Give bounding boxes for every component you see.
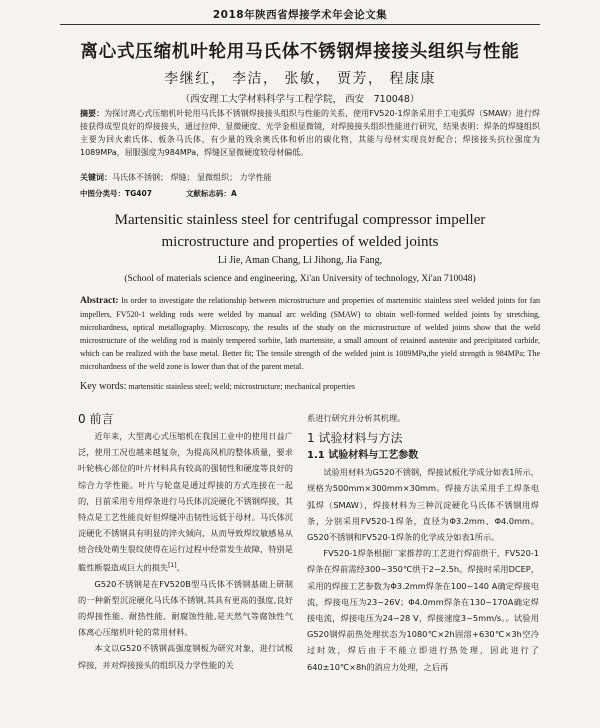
chinese-keywords-label: 关键词：: [80, 173, 112, 182]
chinese-abstract: [80, 107, 540, 159]
right-column: [307, 410, 539, 675]
section-1-1-heading: 1.1 试验材料与工艺参数: [307, 450, 419, 462]
citation-ref: [1]: [168, 561, 177, 569]
left-column: [78, 410, 293, 673]
section-1-heading: 1 试验材料与方法: [307, 431, 403, 446]
continued-text: 系进行研究并分析其机理。: [307, 413, 406, 423]
english-abstract: [80, 294, 540, 373]
section-1-1-paragraph-2: FV520-1焊条根据厂家推荐的工艺进行焊前烘干，FV520-1焊条在焊前需经300~350℃烘干2~2.5h。焊接时采用DCEP，采用的焊接工艺参数为Φ3.2mm焊条在100~140 A确定焊接电流，焊接电压为23~26V；Φ4.0mm焊条在130~170A确定焊接电流，焊接电压为24~28 V，焊接速度3~5mm/s。。试验用G520钢焊前热处理状态为1080℃×2h固溶+630℃×3h空冷过时效，焊后由于不能立即进行热处理，因此进行了640±10℃×8h的消应力处理，之后再: [307, 548, 539, 672]
english-title: [0, 209, 600, 253]
chinese-authors: 李继红， 李洁， 张敏， 贾芳， 程康康: [164, 71, 436, 87]
english-abstract-text: In order to investigate the relationship between microstructure and properties of martensitic stainless steel welded joints for fan impellers, FV520-1 welding rods were welded by manual arc welding (SMAW) to obtain well-formed welded joints by stretching, microhardness, optical metallography. Microscopy, the results of the study on the microstructure of welded joints show that the weld microstructure of the welding rod is mainly tempered sorbite, lath martensite, a small amount of retained austenite and precipitated carbide, which can be realized with the base metal. Better fit; The tensile strength of the welded joint is 1089MPa,the yield strength is 984MPa; The microhardness of the weld zone is lower than that of the parent metal.: [80, 296, 540, 371]
english-authors: Li Jie, Aman Chang, Li Jihong, Jia Fang,: [217, 255, 383, 266]
header-rule: [60, 24, 540, 25]
section-0-heading: 0 前言: [78, 412, 114, 426]
english-keywords-text: martensitic stainless steel; weld; microstructure; mechanical properties: [128, 382, 355, 391]
chinese-affiliation: （西安理工大学材料科学与工程学院， 西安 710048）: [180, 94, 420, 105]
chinese-abstract-text: 为探讨离心式压缩机叶轮用马氏体不锈钢焊接接头组织与性能的关系，使用FV520-1焊条采用手工电弧焊（SMAW）进行焊接获得成型良好的焊接接头，通过拉伸、显微硬度、光学金相显微镜，对焊接接头组织性能进行研究，结果表明：焊条的焊缝组织主要为回火索氏体、板条马氏体，有少量的残余奥氏体和析出的碳化物，其能与母材实现良好配合；焊接接头抗拉强度为1089MPa，屈服强度为984MPa，焊缝区显微硬度较母材偏低。: [80, 109, 540, 157]
section-0-paragraph-2: G520不锈钢是在FV520B型马氏体不锈钢基础上研制的一种新型沉淀硬化马氏体不锈钢,其具有更高的强度,良好的焊接性能、耐热性能、耐腐蚀性能,是天然气等腐蚀性气体离心压缩机叶轮的常用材料。: [78, 578, 293, 638]
english-keywords: [80, 381, 540, 392]
section-1-1-paragraph-1: 试验用材料为G520不锈钢，焊接试板化学成分如表1所示，规格为500mm×300mm×30mm。焊接方法采用手工焊条电弧焊（SMAW），焊接材料为三种沉淀硬化马氏体不锈钢用焊条，分别采用FV520-1焊条，直径为Φ3.2mm、Φ4.0mm。G520不锈钢和FV520-1焊条的化学成分如表1所示。: [307, 467, 539, 543]
running-header: 2018年陕西省焊接学术年会论文集: [212, 9, 388, 21]
classification-line: [80, 188, 540, 199]
section-0-paragraph-3: 本文以G520不锈钢高强度钢板为研究对象，进行试板焊接，并对焊接接头的组织及力学性能的关: [78, 643, 293, 670]
english-title-line2: microstructure and properties of welded joints: [161, 234, 439, 250]
section-0-paragraph-1: 近年来，大型离心式压缩机在我国工业中的使用日益广泛，使用工况也越来越复杂，为提高风机的整体质量，要求叶轮核心部位的叶片材料具有较高的强韧性和硬度等良好的综合力学性能。叶片与轮盘是通过焊接的方式连接在一起的，目前采用专用焊条进行马氏体沉淀硬化不锈钢焊接，其特点是工艺性能良好但焊缝冲击韧性远低于母材。马氏体沉淀硬化不锈钢具有明显的淬火倾向，从而导致焊纹敏感易从焙合线处萌生裂纹使得在运行过程中经常发生故障，特别是脆性断裂造成巨大的损失[1]。: [78, 431, 293, 573]
english-keywords-label: Key words:: [80, 381, 127, 392]
document-code: 文献标志码：A: [185, 189, 237, 198]
english-abstract-label: Abstract:: [80, 296, 119, 306]
chinese-title: 离心式压缩机叶轮用马氏体不锈钢焊接接头组织与性能: [80, 42, 520, 62]
chinese-keywords-text: 马氏体不锈钢； 焊缝； 显微组织； 力学性能: [112, 173, 272, 182]
chinese-abstract-label: 摘要：: [80, 109, 105, 118]
chinese-keywords: [80, 172, 540, 183]
english-title-line1: Martensitic stainless steel for centrifugal compressor impeller: [114, 212, 486, 228]
classification-number: 中图分类号：TG407: [80, 189, 152, 198]
english-affiliation: (School of materials science and engineering, Xi'an University of technology, Xi'an 710048): [124, 274, 476, 284]
